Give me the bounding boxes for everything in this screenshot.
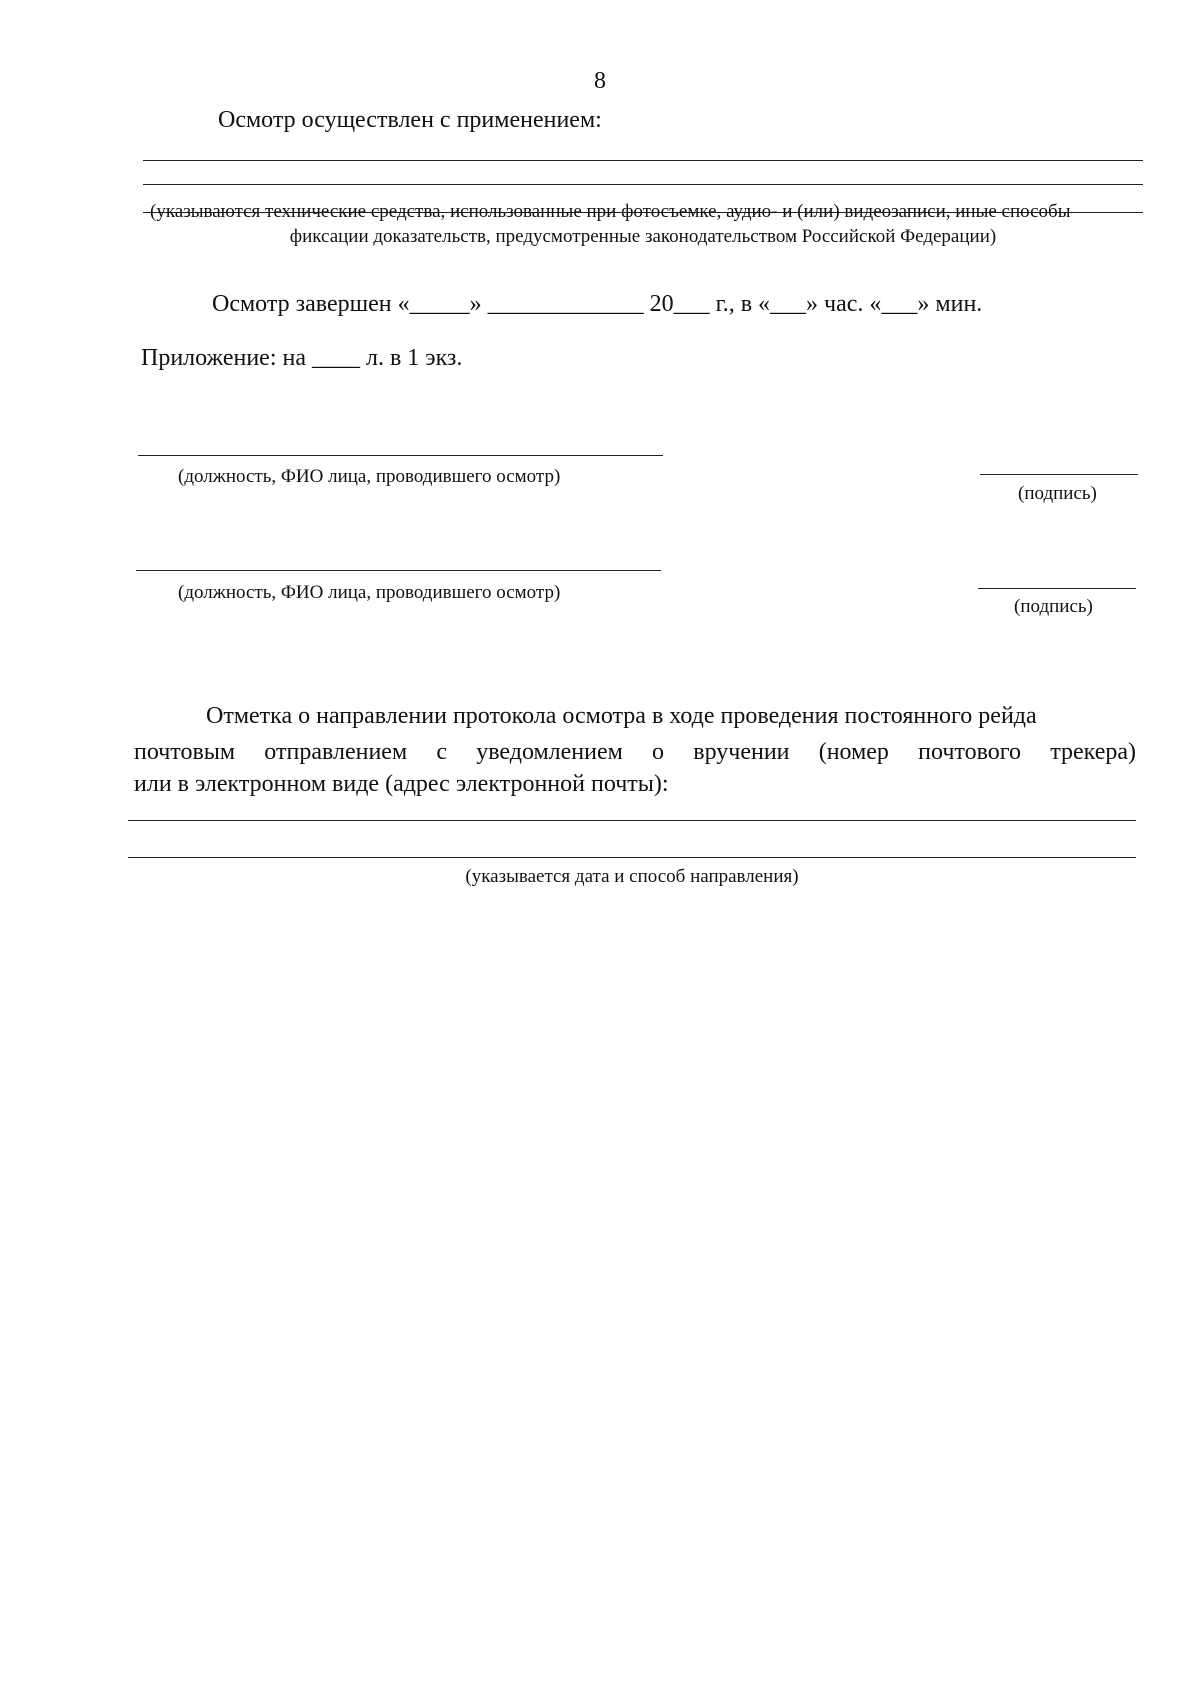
page-number: 8 [594,68,606,94]
signature-caption: (подпись) [1014,596,1093,617]
fill-line [128,820,1136,821]
dispatch-note-line-3: или в электронном виде (адрес электронной почты): [134,771,669,797]
fill-line [143,160,1143,161]
position-caption: (должность, ФИО лица, проводившего осмотр) [178,466,561,487]
inspection-means-label: Осмотр осуществлен с применением: [218,107,602,133]
inspection-means-caption-line-1: (указываются технические средства, использованные при фотосъемке, аудио- и (или) видеозаписи, иные способы [150,201,1071,222]
dispatch-note-line-2: почтовым отправлением с уведомлением о вручении (номер почтового трекера) [134,739,1136,765]
fill-line [128,857,1136,858]
position-line [136,570,661,571]
position-caption: (должность, ФИО лица, проводившего осмотр) [178,582,561,603]
position-line [138,455,663,456]
inspection-means-caption-line-2: фиксации доказательств, предусмотренные законодательством Российской Федерации) [289,226,997,247]
completion-text: Осмотр завершен «_____» _____________ 20___ г., в «___» час. «___» мин. [212,291,983,317]
signature-line [978,588,1136,589]
fill-line [143,184,1143,185]
signature-line [980,474,1138,475]
dispatch-note-line-1: Отметка о направлении протокола осмотра в ходе проведения постоянного рейда [206,703,1037,729]
signature-caption: (подпись) [1018,483,1097,504]
dispatch-note-caption: (указывается дата и способ направления) [465,866,799,887]
appendix-text: Приложение: на ____ л. в 1 экз. [141,345,463,371]
